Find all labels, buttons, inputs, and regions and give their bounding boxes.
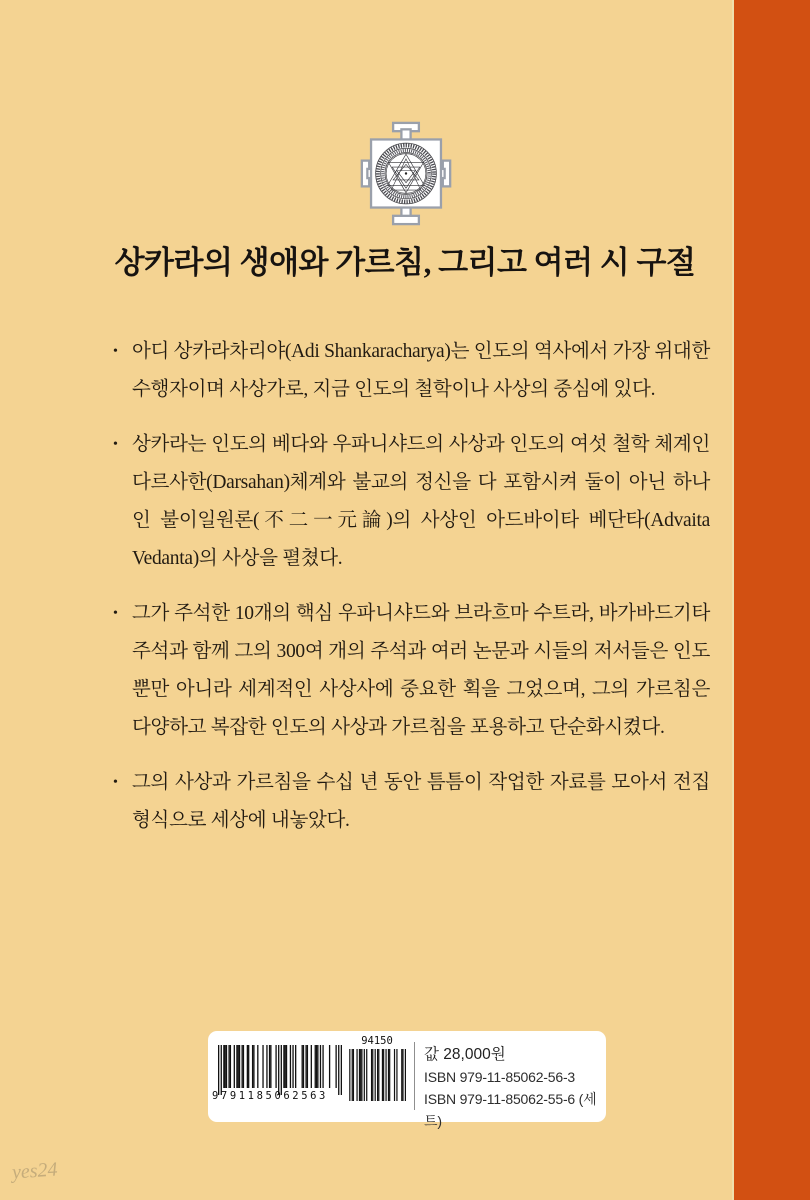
bullet-item [113, 764, 710, 840]
panel-text [424, 1044, 606, 1132]
bullet-item [113, 333, 710, 409]
accent-band [732, 0, 810, 1200]
price-label: 값 28,000원 [424, 1046, 506, 1063]
panel-divider [414, 1042, 415, 1110]
sri-yantra-emblem [360, 121, 452, 226]
addon-barcode [348, 1049, 406, 1101]
isbn-volume: ISBN 979-11-85062-56-3 [424, 1069, 575, 1085]
bullet-text: 그의 사상과 가르침을 수십 년 동안 틈틈이 작업한 자료를 모아서 전집 형식으로 세상에 내놓았다. [132, 772, 710, 831]
page-title: 상카라의 생애와 가르침, 그리고 여러 시 구절 [114, 245, 696, 280]
bullet-dot: • [113, 775, 118, 790]
bullet-dot: • [113, 606, 118, 621]
bullet-text: 그가 주석한 10개의 핵심 우파니샤드와 브라흐마 수트라, 바가바드기타 주석과 함께 그의 300여 개의 주석과 여러 논문과 시들의 저서들은 인도뿐만 아니라 세계적인 사상사에 중요한 획을 그었으며, 그의 가르침은 다양하고 복잡한 인도의 사상과 가르침을 포용하고 단순화시켰다. [132, 603, 710, 738]
ean13-digits: 9791185062563 [212, 1090, 328, 1102]
isbn-set: ISBN 979-11-85062-55-6 (세트) [424, 1091, 597, 1129]
bullet-dot: • [113, 344, 118, 359]
bullet-list [113, 333, 710, 857]
ean13-barcode [218, 1045, 342, 1095]
bullet-item [113, 595, 710, 747]
addon-barcode-label: 94150 [361, 1035, 393, 1047]
barcode-panel [208, 1031, 606, 1129]
bullet-dot: • [113, 437, 118, 452]
bullet-item [113, 426, 710, 578]
bullet-text: 아디 상카라차리야(Adi Shankaracharya)는 인도의 역사에서 가장 위대한 수행자이며 사상가로, 지금 인도의 철학이나 사상의 중심에 있다. [132, 341, 710, 400]
watermark: yes24 [11, 1158, 59, 1184]
bullet-text: 상카라는 인도의 베다와 우파니샤드의 사상과 인도의 여섯 철학 체계인 다르사한(Darsahan)체계와 불교의 정신을 다 포함시켜 둘이 아닌 하나인 불이일원론(不二一元論)의 사상인 아드바이타 베단타(Advaita Vedanta)의 사상을 펼쳤다. [132, 434, 710, 569]
